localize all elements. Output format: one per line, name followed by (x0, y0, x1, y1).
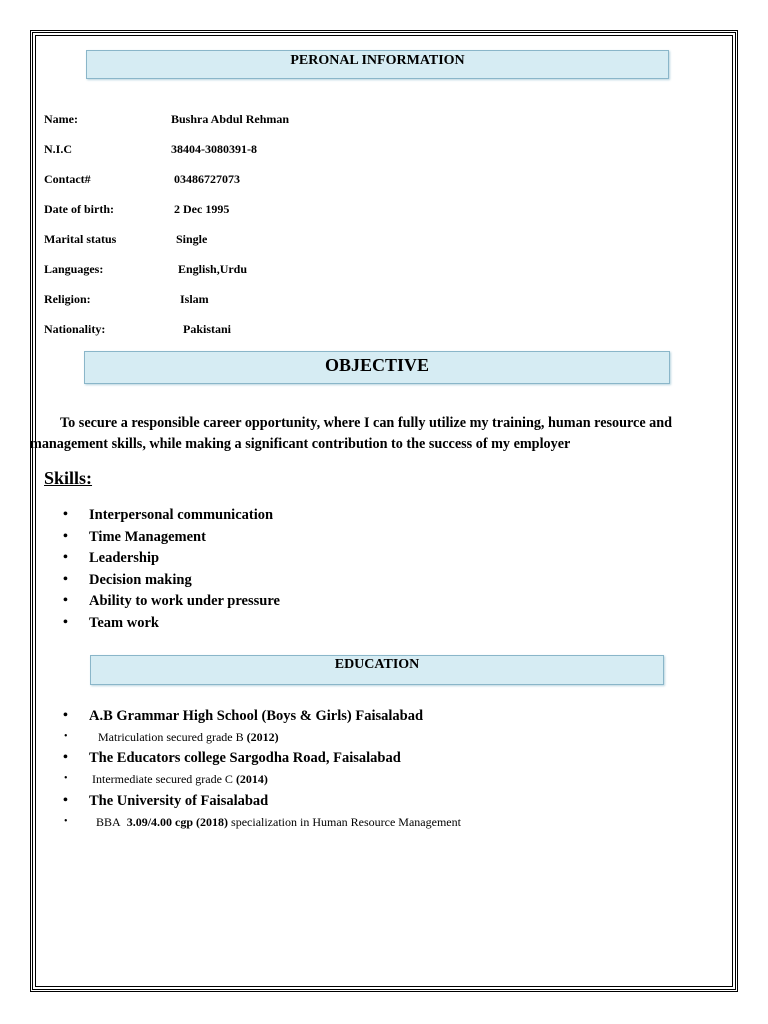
education-header-text: EDUCATION (334, 657, 420, 672)
skill-item: Decision making (89, 572, 192, 588)
contact-label: Contact# (44, 172, 91, 186)
education-university-specialization: specialization in Human Resource Management (231, 815, 461, 829)
education-school-detail (98, 730, 279, 744)
education-university-detail (96, 815, 461, 829)
contact-value: 03486727073 (174, 172, 240, 186)
education-college-title: The Educators college Sargodha Road, Faisalabad (89, 750, 401, 766)
religion-label: Religion: (44, 292, 91, 306)
skill-bullet: • (63, 615, 68, 630)
skill-bullet: • (63, 550, 68, 565)
languages-value: English,Urdu (178, 262, 248, 276)
skill-item: Leadership (89, 550, 160, 566)
education-college-year: (2014) (235, 772, 268, 786)
education-school-title: A.B Grammar High School (Boys & Girls) Faisalabad (89, 708, 424, 724)
skill-item: Ability to work under pressure (89, 593, 280, 609)
nic-label: N.I.C (44, 142, 73, 156)
skills-heading: Skills: (44, 468, 93, 488)
education-sub-bullet: • (64, 773, 68, 784)
personal-information-header (86, 50, 669, 79)
education-college-detail-text: Intermediate secured grade C (92, 772, 233, 786)
skill-bullet: • (63, 529, 68, 544)
education-bullet: • (63, 750, 68, 765)
education-school-detail-text: Matriculation secured grade B (98, 730, 244, 744)
nationality-value: Pakistani (183, 322, 232, 336)
languages-label: Languages: (44, 262, 104, 276)
nationality-label: Nationality: (44, 322, 106, 336)
skill-item: Interpersonal communication (89, 507, 274, 523)
education-bullet: • (63, 793, 68, 808)
objective-header (84, 351, 670, 384)
name-value: Bushra Abdul Rehman (171, 112, 290, 126)
skill-bullet: • (63, 507, 68, 522)
name-label: Name: (44, 112, 78, 126)
skill-bullet: • (63, 593, 68, 608)
education-university-year: (2018) (196, 815, 229, 829)
education-college-detail (92, 772, 268, 786)
personal-information-header-text: PERONAL INFORMATION (290, 53, 465, 68)
education-sub-bullet: • (64, 816, 68, 827)
education-university-cgpa: 3.09/4.00 cgp (126, 815, 194, 829)
education-university-title: The University of Faisalabad (89, 793, 269, 809)
religion-value: Islam (180, 292, 209, 306)
date-of-birth-label: Date of birth: (44, 202, 114, 216)
marital-status-value: Single (176, 232, 208, 246)
objective-text: To secure a responsible career opportunity, where I can fully utilize my training, human resource and management skills, while making a significant contribution to the success of my employer (30, 415, 673, 452)
skill-item: Time Management (89, 529, 206, 545)
objective-header-text: OBJECTIVE (324, 355, 430, 375)
education-university-degree: BBA (96, 815, 121, 829)
skill-bullet: • (63, 572, 68, 587)
marital-status-label: Marital status (44, 232, 117, 246)
skill-item: Team work (89, 615, 159, 631)
education-sub-bullet: • (64, 731, 68, 742)
date-of-birth-value: 2 Dec 1995 (174, 202, 230, 216)
education-school-year: (2012) (246, 730, 279, 744)
education-header (90, 655, 664, 685)
nic-value: 38404-3080391-8 (171, 142, 257, 156)
education-bullet: • (63, 708, 68, 723)
